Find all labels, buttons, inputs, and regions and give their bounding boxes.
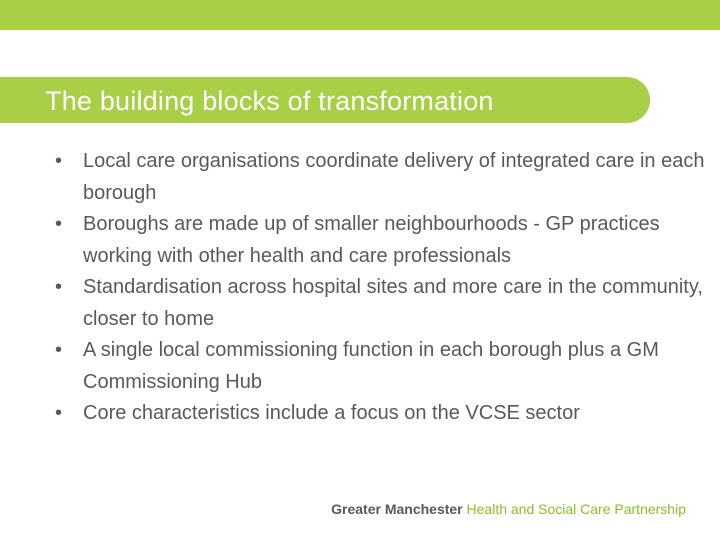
bullet-marker: • — [55, 150, 63, 172]
bullet-item — [55, 335, 705, 398]
top-accent-band — [0, 0, 720, 30]
bullet-item — [55, 146, 705, 209]
slide-title: The building blocks of transformation — [45, 86, 494, 116]
bullet-list — [55, 146, 705, 430]
bullet-text: Local care organisations coordinate delivery of integrated care in each borough — [83, 150, 705, 204]
bullet-marker: • — [55, 276, 63, 298]
footer-logo — [331, 500, 686, 518]
bullet-marker: • — [55, 339, 63, 361]
bullet-marker: • — [55, 402, 63, 424]
bullet-text: Core characteristics include a focus on the VCSE sector — [83, 402, 580, 424]
footer-org-name: Greater Manchester — [331, 501, 463, 517]
bullet-marker: • — [55, 213, 63, 235]
bullet-item — [55, 398, 705, 430]
bullet-item — [55, 272, 705, 335]
bullet-text: A single local commissioning function in each borough plus a GM Commissioning Hub — [83, 339, 659, 393]
bullet-text: Standardisation across hospital sites and more care in the community, closer to home — [83, 276, 703, 330]
bullet-text: Boroughs are made up of smaller neighbourhoods - GP practices working with other health and care professionals — [83, 213, 660, 267]
bullet-item — [55, 209, 705, 272]
footer-partnership-name: Health and Social Care Partnership — [466, 501, 686, 517]
